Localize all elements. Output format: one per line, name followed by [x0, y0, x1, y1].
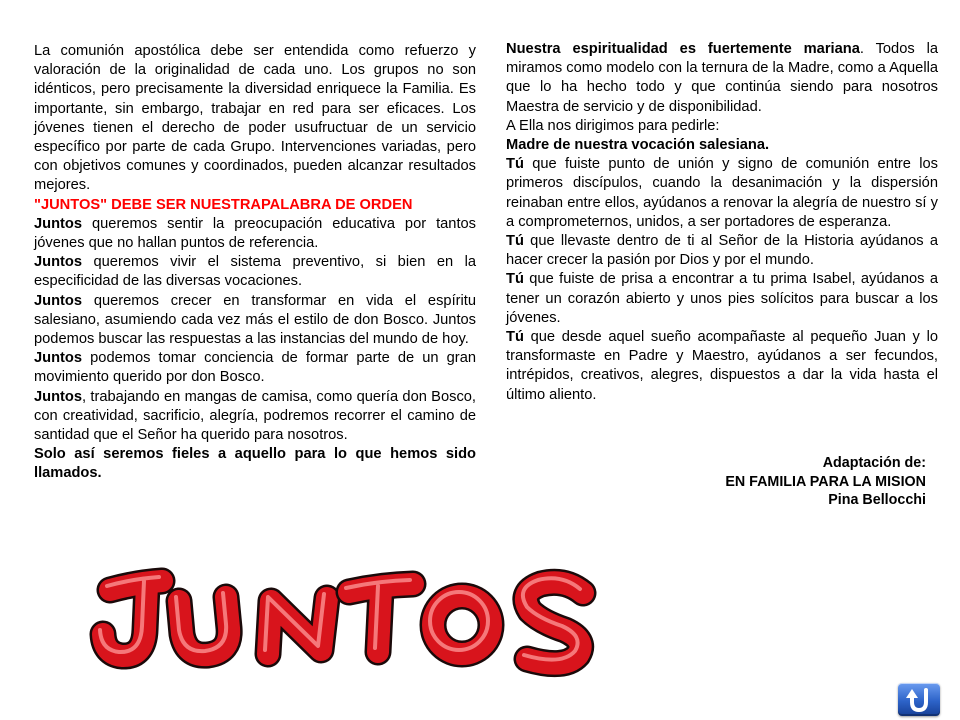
prayer-prompt: A Ella nos dirigimos para pedirle: — [506, 117, 720, 134]
prayer-text: que fuiste de prisa a encontrar a tu prima Isabel, ayúdanos a tener un corazón abierto y unos pies solícitos para buscar a los jóvenes. — [506, 271, 938, 326]
prayer-paragraph — [506, 270, 938, 328]
paragraph-text: queremos crecer en transformar en vida el espíritu salesiano, asumiendo cada vez más el estilo de don Bosco. Juntos podemos buscar las respuestas a las instancias del mundo de hoy. — [34, 292, 476, 348]
section-heading: "JUNTOS" DEBE SER NUESTRAPALABRA DE ORDEN — [34, 196, 413, 213]
paragraph-lead: Juntos — [34, 350, 83, 367]
logo-letter-s — [523, 578, 583, 663]
logo-letter-o — [430, 592, 491, 654]
logo-letter-u — [176, 593, 229, 655]
marian-intro — [506, 40, 938, 117]
prayer-lead: Tú — [506, 233, 524, 250]
juntos-paragraph — [34, 292, 476, 350]
credit-source: EN FAMILIA PARA LA MISION — [725, 473, 926, 490]
paragraph-lead: Juntos — [34, 292, 83, 309]
prayer-invocation: Madre de nuestra vocación salesiana. — [506, 137, 770, 154]
paragraph-lead: Juntos — [34, 215, 83, 232]
intro-paragraph: La comunión apostólica debe ser entendida como refuerzo y valoración de la originalidad de cada uno. Los grupos no son idénticos, pero precisamente la diversidad enriquece la Familia. Es importante, sin embargo, trabajar en red para ser eficaces. Los jóvenes tienen el derecho de poder usufructuar de un servicio específico por parte de cada Grupo. Intervenciones variadas, pero con objetivos comunes y coordinados, pueden alcanzar resultados mejores. — [34, 43, 476, 194]
prayer-paragraph — [506, 328, 938, 405]
right-column — [506, 40, 938, 405]
prayer-paragraph — [506, 155, 938, 232]
logo-letter-j — [100, 577, 162, 656]
left-column — [34, 42, 476, 484]
return-icon — [898, 683, 940, 716]
juntos-logo — [80, 555, 620, 690]
credit-label: Adaptación de: — [822, 455, 926, 471]
prayer-lead: Tú — [506, 271, 524, 288]
juntos-paragraph — [34, 253, 476, 291]
paragraph-lead: Juntos — [34, 254, 83, 271]
prayer-lead: Tú — [506, 156, 524, 173]
paragraph-text: queremos vivir el sistema preventivo, si bien en la especificidad de las diversas vocaciones. — [34, 254, 476, 290]
paragraph-text: , trabajando en mangas de camisa, como quería don Bosco, con creatividad, sacrificio, alegría, podremos recorrer el camino de santidad que el Señor ha querido para nosotros. — [34, 388, 476, 444]
logo-letter-t — [346, 580, 413, 652]
paragraph-text: podemos tomar conciencia de formar parte de un gran movimiento querido por don Bosco. — [34, 350, 476, 386]
juntos-paragraph — [34, 215, 476, 253]
logo-letter-n — [265, 594, 327, 654]
credit-block — [725, 454, 926, 510]
prayer-text: que desde aquel sueño acompañaste al pequeño Juan y lo transformaste en Padre y Maestro, ayúdanos a ser fecundos, intrépidos, creativos, alegres, dispuestos a dar la vida hasta el último aliento. — [506, 329, 938, 403]
return-button[interactable] — [898, 683, 940, 716]
prayer-paragraph — [506, 232, 938, 270]
prayer-lead: Tú — [506, 329, 524, 346]
juntos-paragraph — [34, 349, 476, 387]
paragraph-lead: Juntos — [34, 388, 83, 405]
prayer-text: que llevaste dentro de ti al Señor de la Historia ayúdanos a hacer crecer la pasión por Dios y por el mundo. — [506, 233, 938, 269]
credit-author: Pina Bellocchi — [828, 492, 926, 509]
juntos-paragraph — [34, 388, 476, 446]
marian-intro-bold: Nuestra espiritualidad es fuertemente mariana — [506, 41, 860, 57]
marian-intro-text: . Todos la miramos como modelo con la ternura de la Madre, como a Aquella que lo ha hecho todo y que continúa siendo para nosotros Maestra de servicio y de disponibilidad. — [506, 41, 938, 115]
closing-statement: Solo así seremos fieles a aquello para lo que hemos sido llamados. — [34, 446, 476, 482]
prayer-text: que fuiste punto de unión y signo de comunión entre los primeros discípulos, cuando la desanimación y la dispersión reinaban entre ellos, ayúdanos a renovar la alegría de nuestro sí y a comprometernos, unidos, a ser portadores de esperanza. — [506, 156, 938, 230]
paragraph-text: queremos sentir la preocupación educativa por tantos jóvenes que no hallan puntos de referencia. — [34, 215, 476, 252]
